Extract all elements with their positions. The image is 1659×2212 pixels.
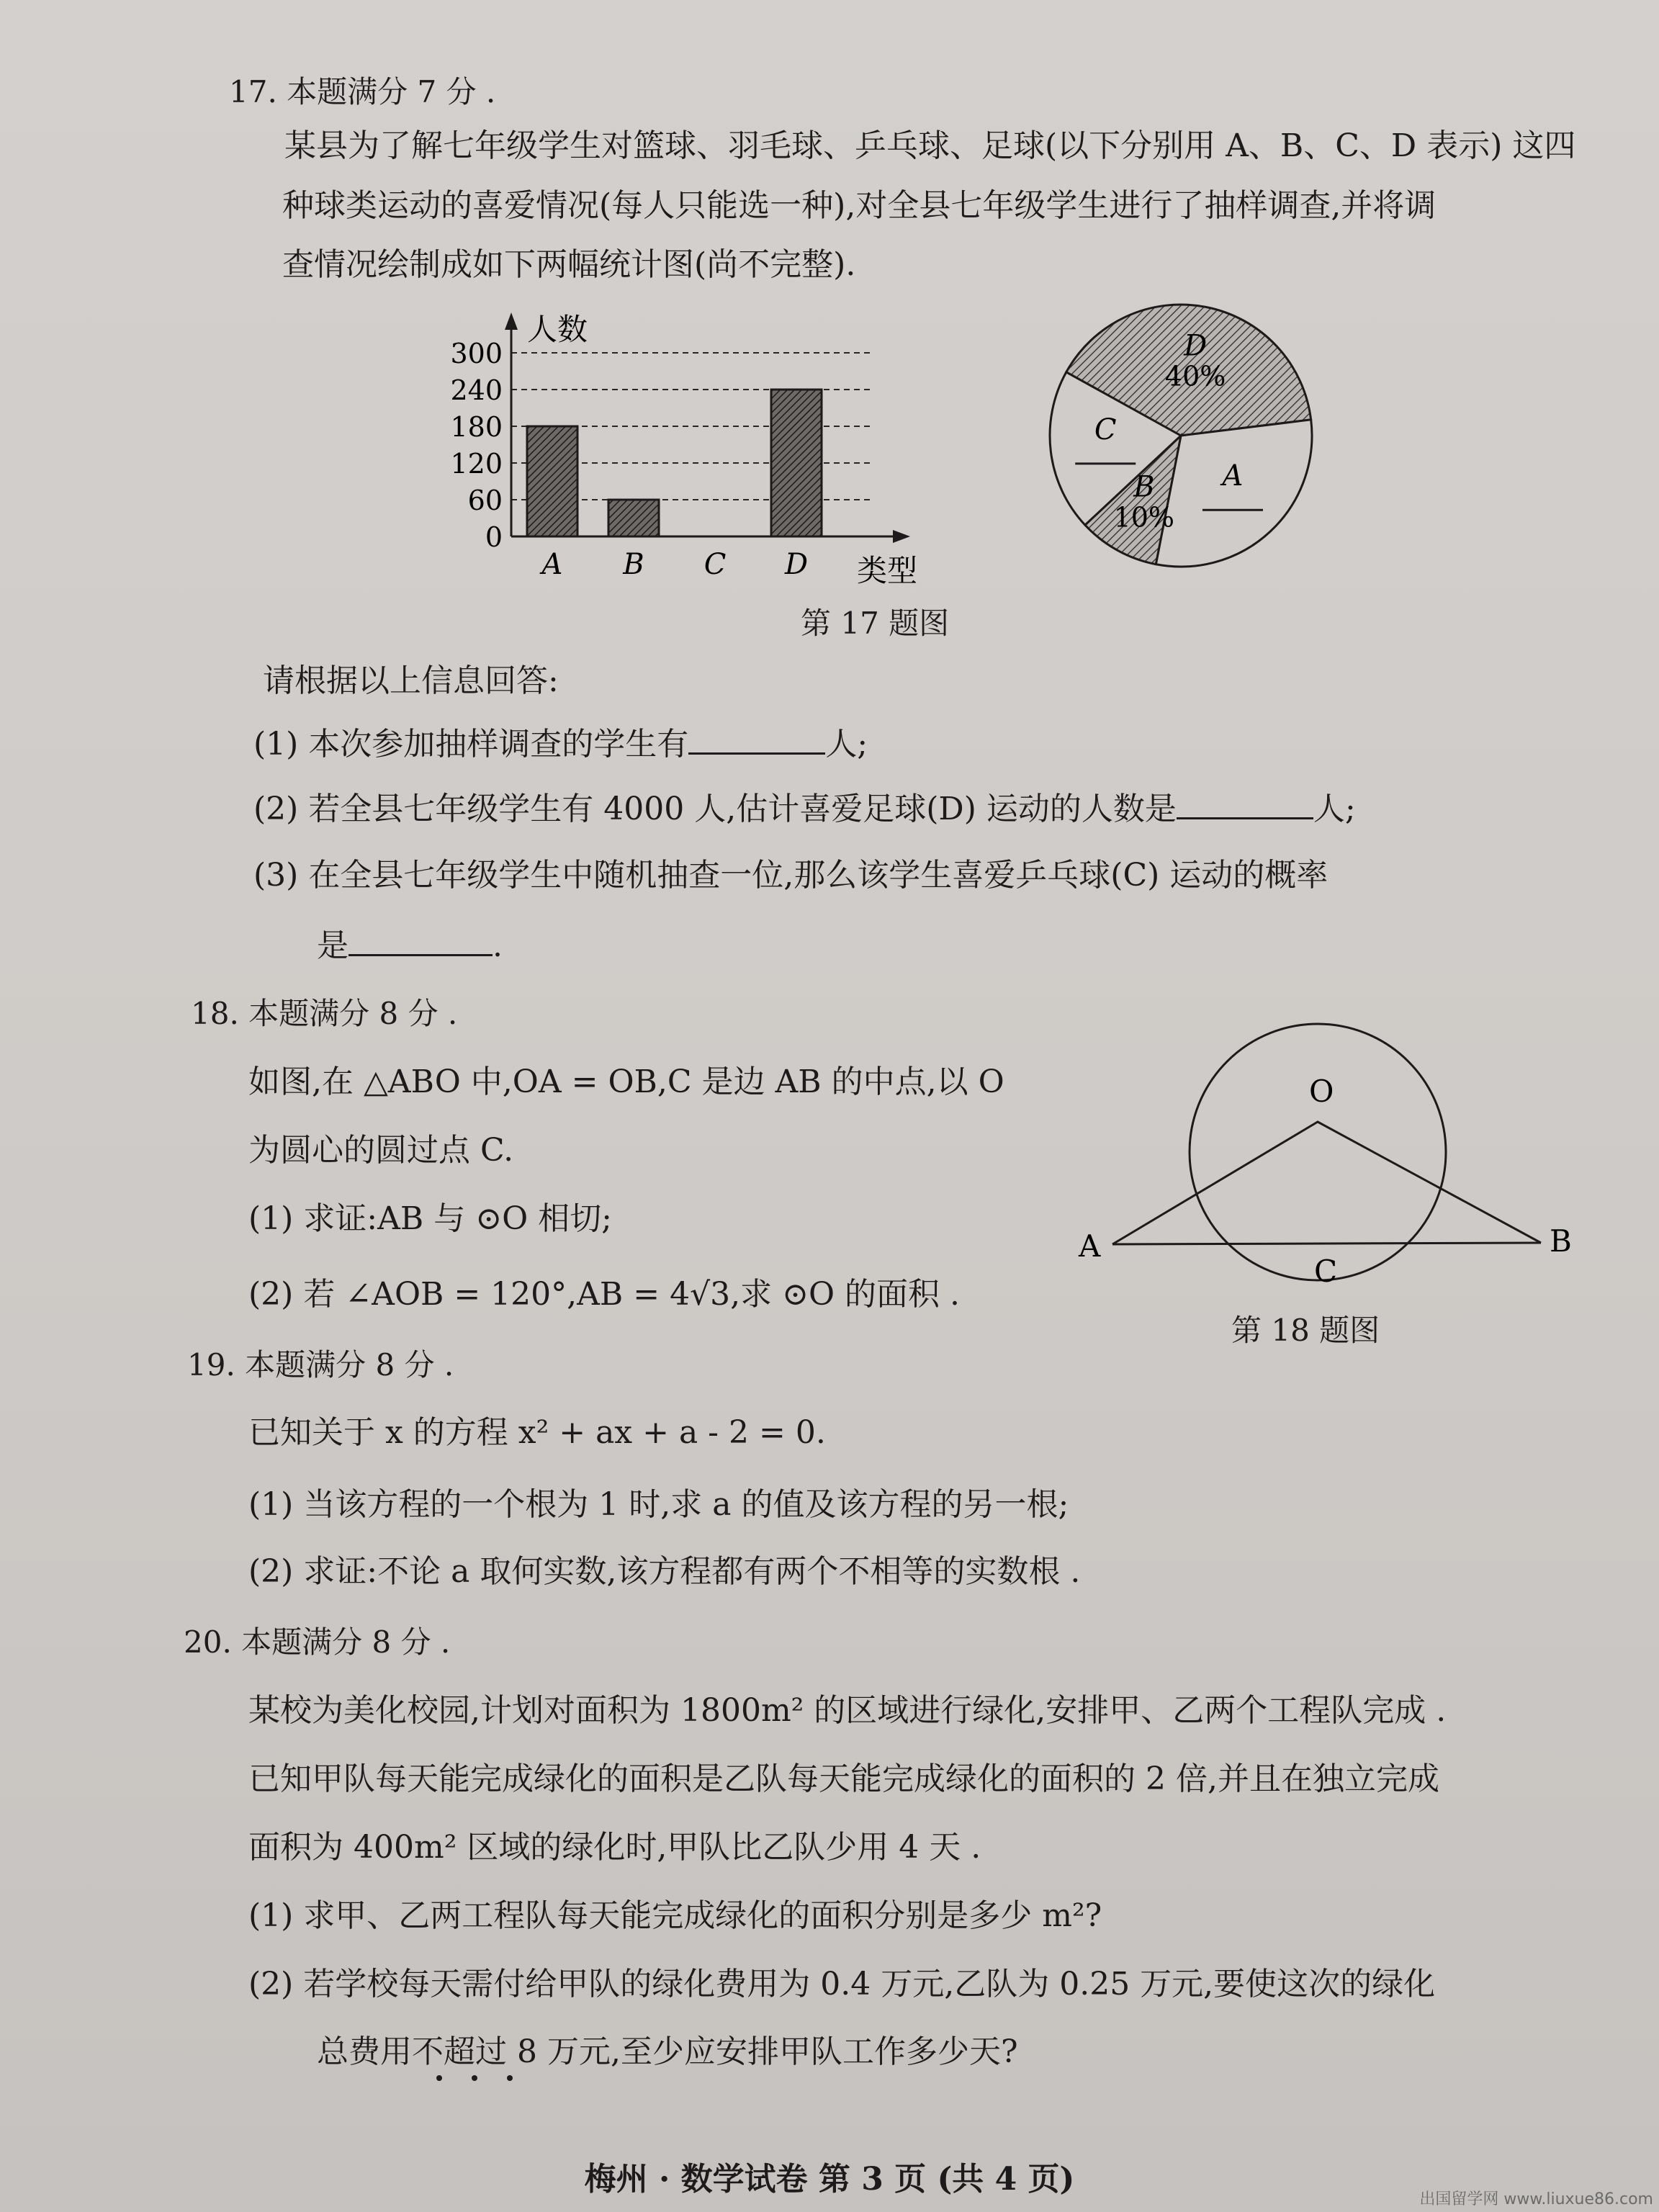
q17-sub3-end: . bbox=[493, 927, 503, 964]
segment-ab bbox=[1112, 1243, 1541, 1244]
y-tick-label: 240 bbox=[450, 374, 503, 406]
pie-slice-label: D bbox=[1184, 329, 1208, 363]
q17-sub3-text: 是 bbox=[317, 927, 349, 964]
watermark-logo: 出国留学网 www.liuxue86.com bbox=[1419, 2190, 1653, 2208]
label-o: O bbox=[1309, 1074, 1334, 1109]
y-axis-label: 人数 bbox=[527, 312, 588, 347]
q20-body-line1: 某校为美化校园,计划对面积为 1800m² 的区域进行绿化,安排甲、乙两个工程队完成 . bbox=[248, 1692, 1447, 1729]
x-tick-label: B bbox=[623, 548, 644, 581]
q18-body-line1: 如图,在 △ABO 中,OA = OB,C 是边 AB 的中点,以 O bbox=[248, 1064, 1004, 1100]
circle-o bbox=[1190, 1024, 1446, 1280]
q18-body-line2: 为圆心的圆过点 C. bbox=[248, 1132, 514, 1169]
bar-chart bbox=[432, 302, 936, 590]
y-tick-label: 60 bbox=[467, 485, 503, 516]
q17-sub2-unit: 人; bbox=[1313, 791, 1356, 827]
q20-body-line2: 已知甲队每天能完成绿化的面积是乙队每天能完成绿化的面积的 2 倍,并且在独立完成 bbox=[248, 1761, 1439, 1797]
triangle-abo bbox=[1112, 1122, 1541, 1244]
x-tick-label: C bbox=[703, 548, 727, 581]
q17-prompt: 请根据以上信息回答: bbox=[263, 662, 559, 699]
q17-body-line1: 某县为了解七年级学生对篮球、羽毛球、乒乓球、足球(以下分别用 A、B、C、D 表示) 这四 bbox=[284, 127, 1576, 164]
y-tick-label: 0 bbox=[485, 521, 503, 553]
y-tick-label: 180 bbox=[450, 411, 503, 443]
page-footer: 梅州 · 数学试卷 第 3 页 (共 4 页) bbox=[584, 2161, 1075, 2198]
pie-slice-label: B bbox=[1133, 470, 1155, 504]
pie-percent-label: 10% bbox=[1113, 501, 1175, 534]
y-tick-label: 300 bbox=[450, 338, 503, 369]
pie-percent-label: 40% bbox=[1164, 360, 1226, 392]
q17-sub2 bbox=[253, 788, 1356, 830]
q17-sub3-line1: (3) 在全县七年级学生中随机抽查一位,那么该学生喜爱乒乓球(C) 运动的概率 bbox=[253, 857, 1328, 894]
bar-d bbox=[771, 390, 822, 536]
q17-sub3-line2 bbox=[317, 925, 503, 966]
pie-slice-label: A bbox=[1222, 459, 1244, 493]
q17-sub1 bbox=[253, 724, 868, 765]
x-tick-label: D bbox=[784, 548, 809, 581]
x-tick-label: A bbox=[541, 548, 563, 581]
q17-sub2-text: (2) 若全县七年级学生有 4000 人,估计喜爱足球(D) 运动的人数是 bbox=[253, 791, 1177, 827]
q17-sub1-text: (1) 本次参加抽样调查的学生有 bbox=[253, 726, 689, 763]
q18-header: 18. 本题满分 8 分 . bbox=[191, 996, 458, 1031]
q17-figure-caption: 第 17 题图 bbox=[801, 606, 950, 641]
q18-sub2: (2) 若 ∠AOB = 120°,AB = 4√3,求 ⊙O 的面积 . bbox=[248, 1276, 961, 1313]
x-axis-label: 类型 bbox=[857, 553, 918, 588]
q19-header: 19. 本题满分 8 分 . bbox=[187, 1347, 454, 1382]
q17-header: 17. 本题满分 7 分 . bbox=[229, 74, 496, 109]
answer-blank[interactable] bbox=[1177, 788, 1313, 819]
answer-blank[interactable] bbox=[349, 925, 493, 956]
pie-chart bbox=[1037, 302, 1325, 576]
q18-figure-caption: 第 18 题图 bbox=[1231, 1313, 1380, 1348]
q19-sub2: (2) 求证:不论 a 取何实数,该方程都有两个不相等的实数根 . bbox=[248, 1553, 1081, 1590]
q17-body-line3: 查情况绘制成如下两幅统计图(尚不完整). bbox=[282, 246, 856, 283]
pie-slice-label: C bbox=[1094, 413, 1117, 446]
emphasis-dots bbox=[432, 2075, 526, 2084]
label-a: A bbox=[1079, 1228, 1101, 1264]
bar-b bbox=[608, 500, 659, 536]
q19-sub1: (1) 当该方程的一个根为 1 时,求 a 的值及该方程的另一根; bbox=[248, 1486, 1069, 1523]
label-c: C bbox=[1314, 1254, 1338, 1289]
q20-sub2-line1: (2) 若学校每天需付给甲队的绿化费用为 0.4 万元,乙队为 0.25 万元,要使这次的绿化 bbox=[248, 1966, 1436, 2002]
y-axis-arrow bbox=[505, 313, 518, 330]
q20-sub1: (1) 求甲、乙两工程队每天能完成绿化的面积分别是多少 m²? bbox=[248, 1897, 1102, 1934]
bar-a bbox=[527, 426, 577, 536]
q19-body: 已知关于 x 的方程 x² + ax + a - 2 = 0. bbox=[248, 1414, 826, 1451]
q20-header: 20. 本题满分 8 分 . bbox=[184, 1624, 451, 1660]
q18-sub1: (1) 求证:AB 与 ⊙O 相切; bbox=[248, 1200, 612, 1237]
y-tick-label: 120 bbox=[450, 448, 503, 480]
x-axis-arrow bbox=[893, 530, 910, 543]
q20-sub2-line2: 总费用不超过 8 万元,至少应安排甲队工作多少天? bbox=[317, 2033, 1018, 2070]
q17-body-line2: 种球类运动的喜爱情况(每人只能选一种),对全县七年级学生进行了抽样调查,并将调 bbox=[282, 187, 1437, 224]
q20-body-line3: 面积为 400m² 区域的绿化时,甲队比乙队少用 4 天 . bbox=[248, 1829, 981, 1866]
geometry-figure bbox=[1066, 994, 1584, 1296]
answer-blank[interactable] bbox=[688, 724, 825, 755]
q17-sub1-unit: 人; bbox=[825, 726, 868, 763]
label-b: B bbox=[1550, 1223, 1572, 1259]
